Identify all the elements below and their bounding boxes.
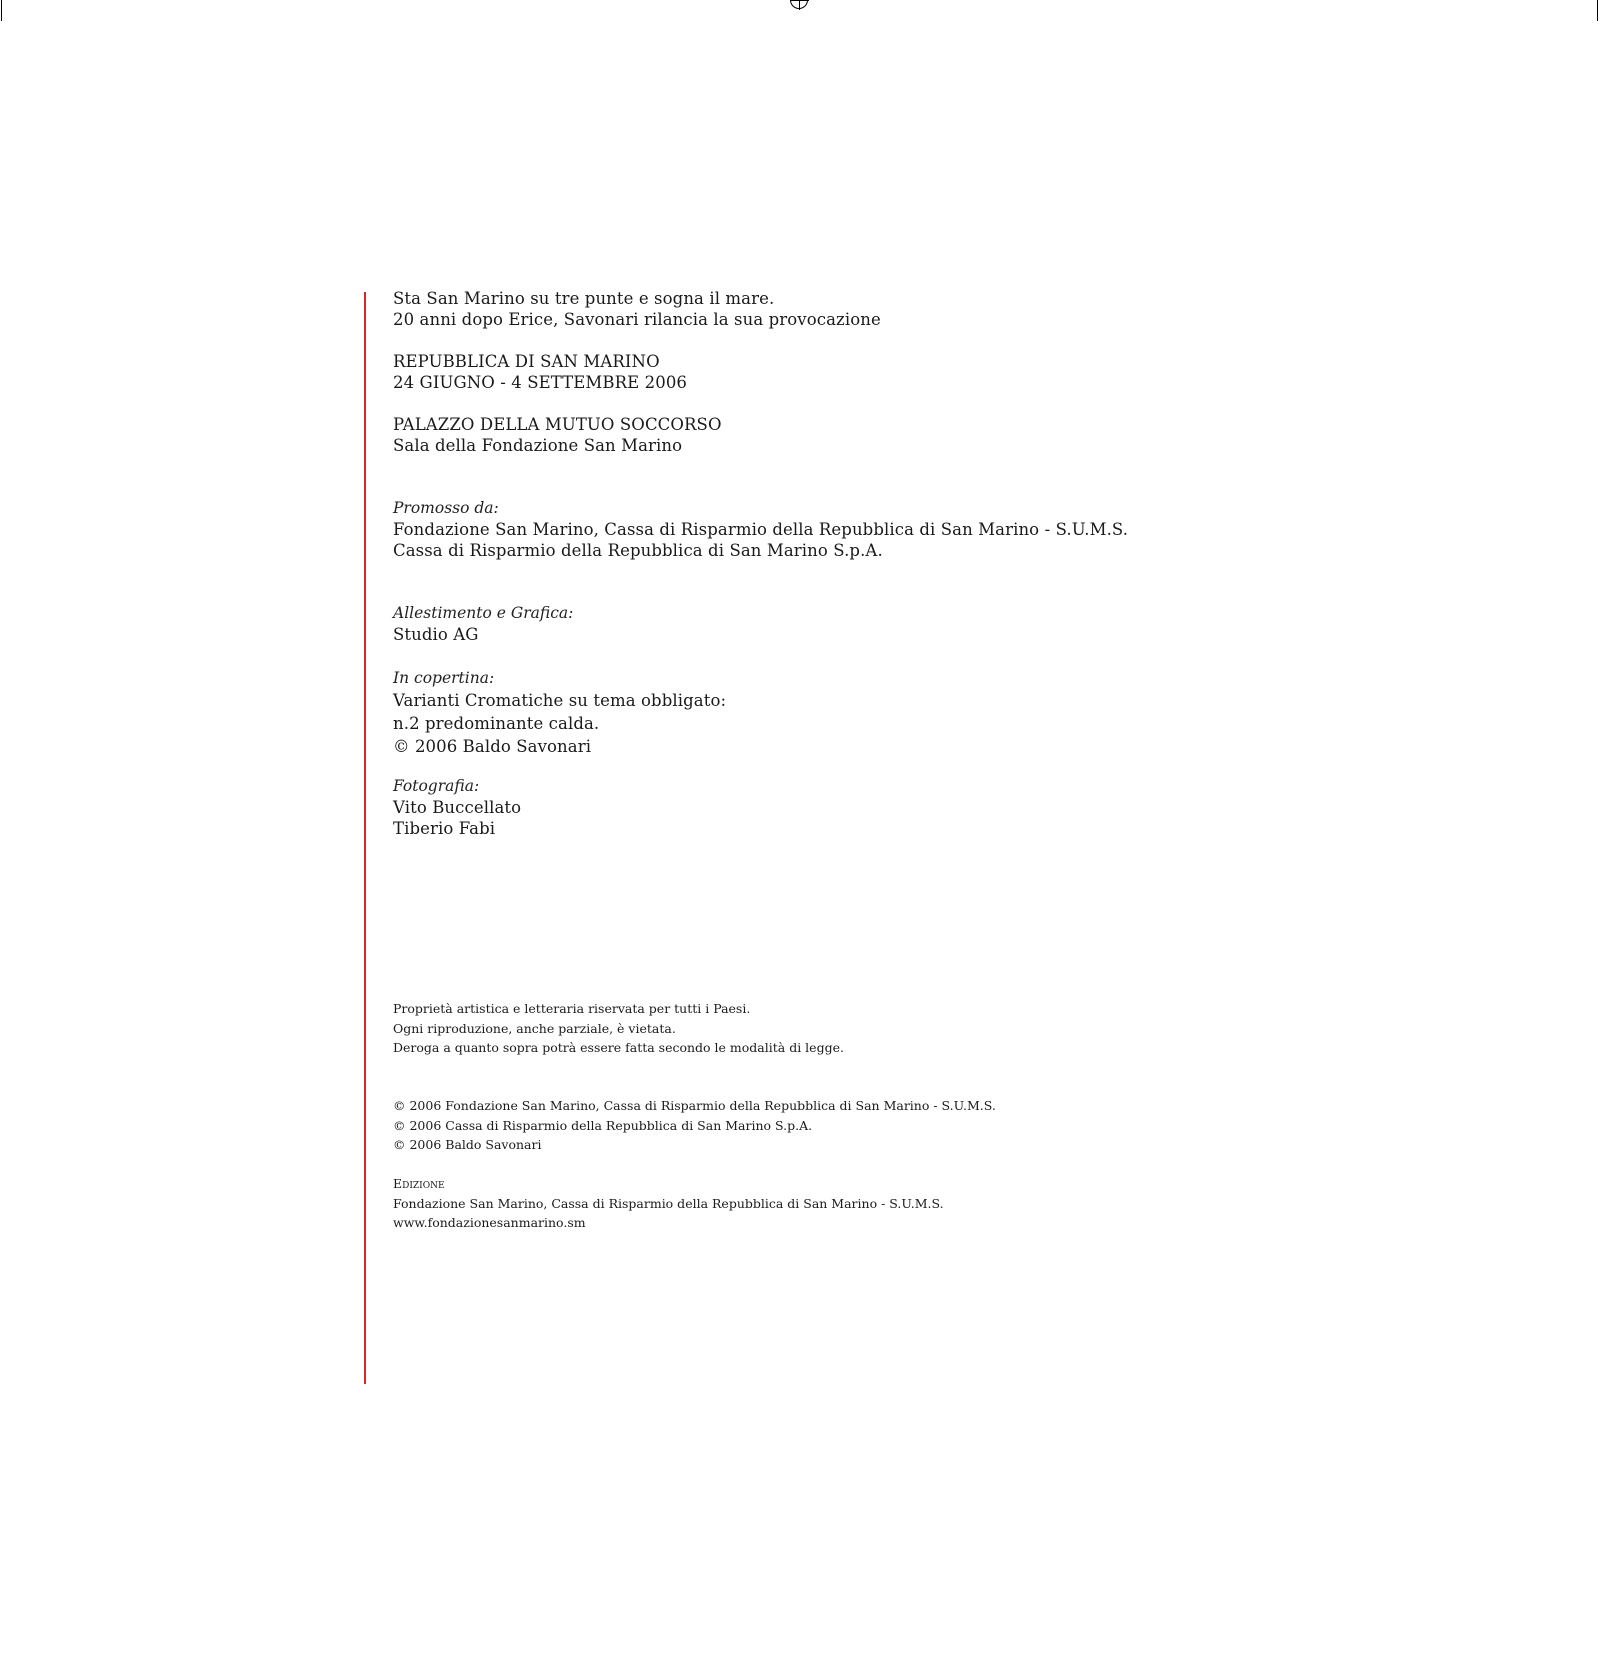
edition-block [393,1174,944,1233]
rights-line-3: Deroga a quanto sopra potrà essere fatta secondo le modalità di legge. [393,1040,844,1055]
cover-line-2: n.2 predominante calda. [393,714,600,733]
promoted-label: Promosso da: [393,499,499,517]
event-place: REPUBBLICA DI SAN MARINO [393,352,660,371]
copyright-block [393,1096,996,1155]
cover-line-1: Varianti Cromatiche su tema obbligato: [393,691,727,710]
intro-block [393,288,881,330]
cover-label: In copertina: [393,669,495,687]
venue-building: PALAZZO DELLA MUTUO SOCCORSO [393,415,722,434]
promoted-line-1: Fondazione San Marino, Cassa di Risparmio della Repubblica di San Marino - S.U.M.S. [393,520,1129,539]
edition-label: Edizione [393,1176,445,1191]
photo-label: Fotografia: [393,777,480,795]
crop-mark-right [1597,0,1598,21]
rights-block [393,999,844,1058]
event-dates: 24 GIUGNO - 4 SETTEMBRE 2006 [393,373,688,392]
promoted-block [393,498,1128,561]
edition-line-1: Fondazione San Marino, Cassa di Risparmio della Repubblica di San Marino - S.U.M.S. [393,1195,944,1211]
rights-line-2: Ogni riproduzione, anche parziale, è vietata. [393,1020,676,1036]
photo-block [393,776,521,839]
venue-room: Sala della Fondazione San Marino [393,436,683,455]
registration-mark-icon [790,0,808,9]
copyright-line-2: © 2006 Cassa di Risparmio della Repubblica di San Marino S.p.A. [393,1117,813,1133]
design-value: Studio AG [393,625,479,644]
design-block [393,603,573,645]
design-label: Allestimento e Grafica: [393,604,574,622]
cover-block [393,668,726,758]
venue-block [393,414,722,456]
intro-line-1: Sta San Marino su tre punte e sogna il mare. [393,289,775,308]
promoted-line-2: Cassa di Risparmio della Repubblica di San Marino S.p.A. [393,541,883,560]
photo-line-2: Tiberio Fabi [393,819,496,838]
rights-line-1: Proprietà artistica e letteraria riservata per tutti i Paesi. [393,1001,751,1016]
photo-line-1: Vito Buccellato [393,798,522,817]
copyright-line-3: © 2006 Baldo Savonari [393,1137,542,1152]
copyright-line-1: © 2006 Fondazione San Marino, Cassa di Risparmio della Repubblica di San Marino - S.U.M.S. [393,1098,996,1113]
crop-mark-left [1,0,2,21]
event-block [393,351,687,393]
edition-website: www.fondazionesanmarino.sm [393,1215,586,1230]
intro-line-2: 20 anni dopo Erice, Savonari rilancia la sua provocazione [393,310,881,329]
cover-line-3: © 2006 Baldo Savonari [393,737,592,756]
red-vertical-rule [364,292,366,1384]
